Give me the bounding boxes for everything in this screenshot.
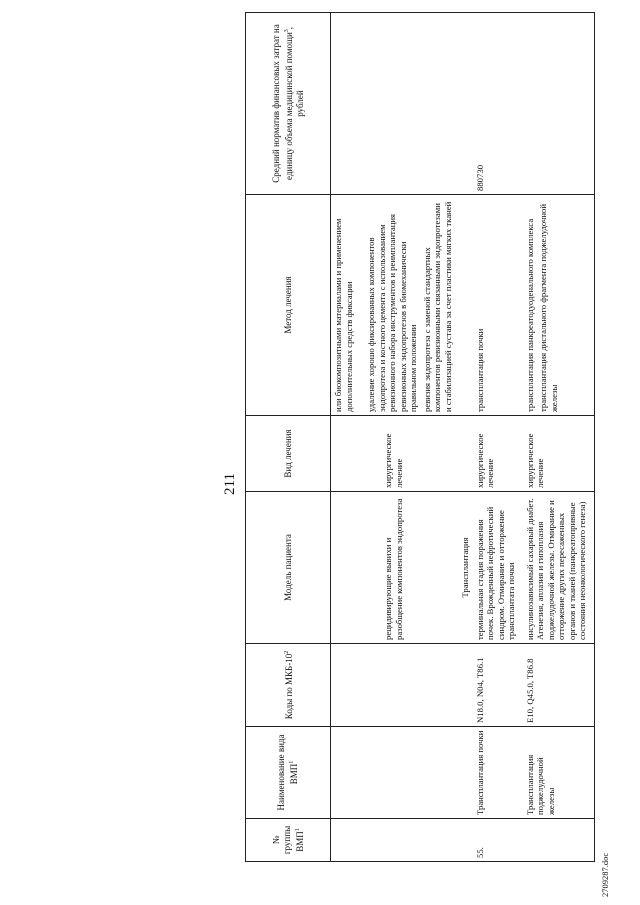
cell-name: Трансплантация почки [473, 727, 519, 819]
header-type: Вид лечения [246, 416, 331, 492]
table-row [519, 13, 595, 862]
cell-model: терминальная стадия поражения почек. Врожденный нефротический синдром. Отмирание и отторжение трансплантата почки [473, 492, 519, 644]
method-text: удаление хорошо фиксированных компонентов эндопротеза и костного цемента с использованием ревизионного набора инструментов и реимплантация ревизионных эндопротезов в биомеханически правильном положении [366, 213, 418, 412]
cell-model: рецидивирующие вывихи и разобщение компонентов эндопротеза [331, 492, 459, 644]
vmp-table [245, 12, 595, 862]
doc-code: 2709287.doc [600, 852, 610, 897]
cell-norm: 880730 [473, 13, 519, 195]
cell-method [331, 195, 459, 416]
table-row [331, 13, 459, 862]
cell-type: хирургическое лечение [473, 416, 519, 492]
cell-method [519, 195, 595, 416]
header-row [246, 13, 331, 862]
cell-type: хирургическое лечение [519, 416, 595, 492]
cell-type: хирургическое лечение [331, 416, 459, 492]
header-name: Наименование вида ВМП$^1$ [246, 727, 331, 819]
header-icd: Коды по МКБ-$10^2$ [246, 644, 331, 727]
cell-num: 55. [473, 819, 519, 862]
header-model: Модель пациента [246, 492, 331, 644]
cell-method: трансплантация почки [473, 195, 519, 416]
method-text: ревизия эндопротеза с заменой стандартных компонентов ревизионными связанными эндопротезами и стабилизацией сустава за счет пластики мягких тканей [421, 201, 453, 412]
method-text: трансплантация дистального фрагмента поджелудочной железы [538, 203, 559, 412]
cell-name: Трансплантация поджелудочной железы [519, 727, 595, 819]
cell-codes: N18.0, N04, T86.1 [473, 644, 519, 727]
page-number: 211 [222, 473, 238, 495]
section-row [458, 13, 473, 862]
table-row [473, 13, 519, 862]
method-text: трансплантация панкреатодуоденального комплекса [524, 218, 535, 412]
section-title: Трансплантация [458, 492, 473, 644]
header-method: Метод лечения [246, 195, 331, 416]
header-norm: Средний норматив финансовых затрат на единицу объема медицинской помощи$^3$, рублей [246, 13, 331, 195]
method-text: или биокомпозитными материалами и применением дополнительных средств фиксации [333, 218, 354, 412]
header-num: № группы ВМП$^1$ [246, 819, 331, 862]
cell-model: инсулинозависимый сахарный диабет. Агенезия, аплазия и гипоплазия поджелудочной железы. Отмирание и отторжение других пересаженных органов и тканей (панкреатопривные состояния неонкологического генеза) [519, 492, 595, 644]
cell-codes: E10, Q45.0, T86.8 [519, 644, 595, 727]
